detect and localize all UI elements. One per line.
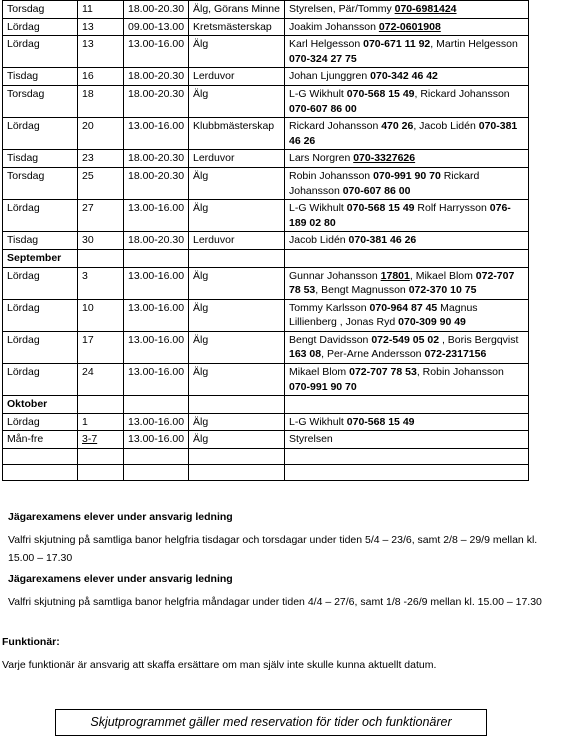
contact-cell [285,200,529,232]
date-cell: 11 [78,1,124,19]
time-cell: 18.00-20.30 [124,1,189,19]
time-cell: 18.00-20.30 [124,232,189,250]
date-cell [78,431,124,449]
phone-number: 072-370 10 75 [408,284,477,297]
table-row [3,331,529,363]
contact-name: Gunnar Johansson [289,269,381,282]
phone-number: 072-549 05 02 [371,333,440,346]
table-row [3,167,529,199]
empty-row [3,465,529,481]
day-cell: Lördag [3,331,78,363]
time-cell: 13.00-16.00 [124,364,189,396]
note-heading-2: Jägarexamens elever under ansvarig ledning [8,573,233,585]
contact-cell [285,36,529,68]
empty-row [3,449,529,465]
date-cell: 1 [78,413,124,431]
contact-cell [285,18,529,36]
contact-cell [285,68,529,86]
empty-cell [124,249,189,267]
contact-name: , Robin Johansson [416,366,504,379]
contact-cell [285,431,529,449]
event-cell: Lerduvor [189,150,285,168]
contact-name: L-G Wikhult [289,202,347,215]
table-row [3,232,529,250]
contact-name: , Martin Helgesson [430,38,518,51]
phone-number: 070-342 46 42 [370,70,438,83]
time-cell: 18.00-20.30 [124,68,189,86]
month-label: September [3,249,78,267]
empty-cell [285,396,529,414]
event-cell: Älg [189,267,285,299]
time-cell: 13.00-16.00 [124,267,189,299]
day-cell: Lördag [3,200,78,232]
event-cell: Älg [189,167,285,199]
phone-number: 070-991 90 70 [373,169,441,182]
day-cell: Lördag [3,267,78,299]
contact-name: , Mikael Blom [409,269,476,282]
reservation-notice: Skjutprogrammet gäller med reservation för tider och funktionärer [55,709,487,736]
table-row [3,267,529,299]
contact-cell [285,267,529,299]
date-cell: 20 [78,118,124,150]
month-header-row [3,396,529,414]
day-cell: Lördag [3,364,78,396]
day-cell: Tisdag [3,232,78,250]
table-row [3,85,529,117]
phone-number: 072-707 78 53 [349,366,417,379]
date-cell: 30 [78,232,124,250]
contact-name: Joakim Johansson [289,20,379,33]
contact-cell [285,1,529,19]
time-cell: 18.00-20.30 [124,167,189,199]
day-cell: Lördag [3,118,78,150]
date-cell: 16 [78,68,124,86]
phone-number: 072-707 78 53 [289,269,515,297]
note-paragraph-1: Valfri skjutning på samtliga banor helgfria tisdagar och torsdagar under tiden 5/4 – 23/6, samt 2/8 – 29/9 mellan kl. 15.00 – 17.30 [8,534,538,564]
date-cell: 24 [78,364,124,396]
contact-name: Johan Ljunggren [289,70,371,83]
event-cell: Älg [189,413,285,431]
empty-cell [78,449,124,465]
event-cell: Klubbmästerskap [189,118,285,150]
phone-number: 070-671 11 92 [363,38,431,51]
phone-number: 070-3327626 [353,152,416,165]
date-cell: 13 [78,18,124,36]
table-row [3,150,529,168]
event-cell: Älg [189,200,285,232]
empty-cell [189,396,285,414]
event-cell: Älg [189,85,285,117]
month-header-row [3,249,529,267]
empty-cell [285,465,529,481]
time-cell: 13.00-16.00 [124,331,189,363]
time-cell: 13.00-16.00 [124,413,189,431]
time-cell: 13.00-16.00 [124,200,189,232]
event-cell: Älg [189,36,285,68]
day-cell: Tisdag [3,68,78,86]
phone-number: 470 26 [381,120,414,133]
table-row [3,118,529,150]
date-cell: 10 [78,299,124,331]
event-cell: Älg [189,431,285,449]
event-cell: Lerduvor [189,68,285,86]
note-heading-3: Funktionär: [2,636,60,648]
phone-number: 070-568 15 49 [346,415,415,428]
empty-cell [285,249,529,267]
table-row [3,299,529,331]
contact-name: Karl Helgesson [289,38,364,51]
event-cell: Älg, Görans Minne [189,1,285,19]
phone-number: 070-607 86 00 [342,184,411,197]
date-text: 3-7 [82,433,98,446]
contact-cell [285,299,529,331]
contact-cell [285,364,529,396]
contact-name: Jacob Lidén [289,234,349,247]
contact-name: Magnus Lillienberg , Jonas Ryd [289,301,478,329]
event-cell: Älg [189,364,285,396]
contact-name: Styrelsen [289,433,333,446]
date-cell: 23 [78,150,124,168]
note-paragraph-2: Valfri skjutning på samtliga banor helgfria måndagar under tiden 4/4 – 27/6, samt 1/8 -26/9 mellan kl. 15.00 – 17.30 [8,596,542,608]
phone-number: 17801 [380,269,410,282]
phone-number: 070-607 86 00 [289,102,357,115]
empty-cell [124,449,189,465]
empty-cell [78,465,124,481]
time-cell: 13.00-16.00 [124,118,189,150]
contact-name: , Per-Arne Andersson [321,348,425,361]
table-row [3,18,529,36]
phone-number: 070-568 15 49 [346,87,415,100]
phone-number: 070-991 90 70 [289,380,357,393]
empty-cell [3,465,78,481]
contact-cell [285,118,529,150]
event-cell: Kretsmästerskap [189,18,285,36]
empty-cell [189,249,285,267]
time-cell: 13.00-16.00 [124,299,189,331]
phone-number: 070-964 87 45 [369,301,438,314]
day-cell: Lördag [3,413,78,431]
contact-name: Rickard Johansson [289,169,480,197]
phone-number: 070-324 27 75 [289,52,357,65]
day-cell: Torsdag [3,1,78,19]
date-cell: 27 [78,200,124,232]
phone-number: 070-309 90 49 [398,316,466,329]
contact-name: Bengt Davidsson [289,333,372,346]
empty-cell [124,396,189,414]
time-cell: 18.00-20.30 [124,150,189,168]
phone-number: 163 08 [289,348,322,361]
date-cell: 18 [78,85,124,117]
contact-cell [285,167,529,199]
schedule-body [3,1,529,481]
empty-cell [3,449,78,465]
event-cell: Älg [189,299,285,331]
event-cell: Lerduvor [189,232,285,250]
contact-name: Robin Johansson [289,169,374,182]
phone-number: 076-189 02 80 [289,202,511,229]
contact-name: , Bengt Magnusson [315,284,409,297]
contact-name: Rolf Harrysson [414,202,490,215]
table-row [3,200,529,232]
empty-cell [78,396,124,414]
contact-name: Rickard Johansson [289,120,382,133]
day-cell: Lördag [3,36,78,68]
contact-cell [285,331,529,363]
contact-name: Styrelsen, Pär/Tommy [289,3,395,15]
day-cell: Lördag [3,299,78,331]
phone-number: 070-381 46 26 [348,234,417,247]
table-row [3,364,529,396]
empty-cell [189,449,285,465]
empty-cell [124,465,189,481]
contact-name: Mikael Blom [289,366,350,379]
date-cell: 17 [78,331,124,363]
time-cell: 18.00-20.30 [124,85,189,117]
table-row [3,68,529,86]
contact-name: , Rickard Johansson [414,87,510,100]
table-row [3,413,529,431]
contact-name: , Jacob Lidén [413,120,479,133]
contact-cell [285,413,529,431]
schedule-table [2,0,529,481]
day-cell: Lördag [3,18,78,36]
day-cell: Torsdag [3,167,78,199]
date-cell: 13 [78,36,124,68]
contact-cell [285,150,529,168]
phone-number: 072-2317156 [424,348,487,361]
table-row [3,36,529,68]
phone-number: 070-381 46 26 [289,120,518,147]
contact-name: L-G Wikhult [289,415,347,428]
empty-cell [285,449,529,465]
contact-name: , Boris Bergqvist [439,333,519,346]
table-row [3,1,529,19]
date-cell: 3 [78,267,124,299]
table-row [3,431,529,449]
time-cell: 13.00-16.00 [124,36,189,68]
contact-cell [285,232,529,250]
phone-number: 072-0601908 [378,20,441,33]
note-paragraph-3: Varje funktionär är ansvarig att skaffa ersättare om man själv inte skulle kunna aktuellt datum. [2,659,437,671]
empty-cell [189,465,285,481]
contact-cell [285,85,529,117]
contact-name: Tommy Karlsson [289,301,370,314]
day-cell: Mån-fre [3,431,78,449]
note-heading-1: Jägarexamens elever under ansvarig ledning [8,511,233,523]
day-cell: Tisdag [3,150,78,168]
contact-name: L-G Wikhult [289,87,347,100]
empty-cell [78,249,124,267]
date-cell: 25 [78,167,124,199]
phone-number: 070-568 15 49 [346,202,415,215]
month-label: Oktober [3,396,78,414]
day-cell: Torsdag [3,85,78,117]
phone-number: 070-6981424 [394,3,457,15]
time-cell: 13.00-16.00 [124,431,189,449]
time-cell: 09.00-13.00 [124,18,189,36]
contact-name: Lars Norgren [289,152,354,165]
event-cell: Älg [189,331,285,363]
